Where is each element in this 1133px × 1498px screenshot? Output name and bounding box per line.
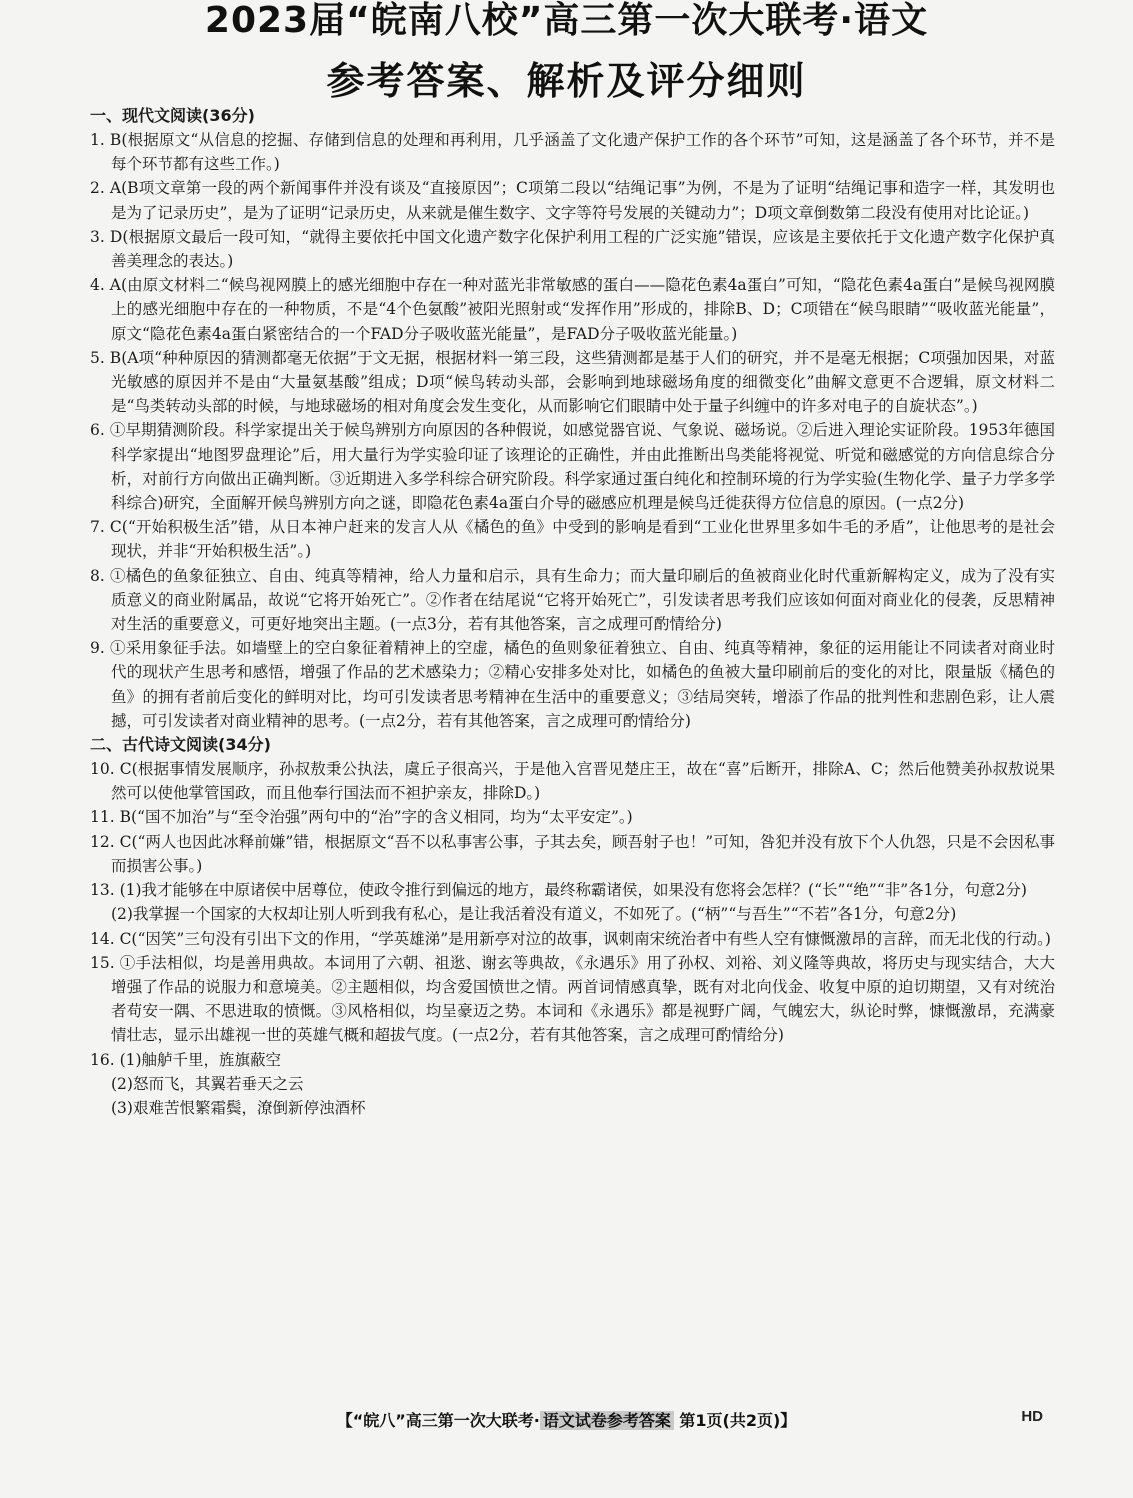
footer-left: 【“皖八”高三第一次大联考· <box>336 1411 540 1430</box>
footer-right: 第1页(共2页)】 <box>673 1411 797 1430</box>
footer-highlight: 语文试卷参考答案 <box>540 1411 674 1430</box>
section-heading-modern: 一、现代文阅读(36分) <box>90 106 255 125</box>
answer-item: 16. (1)舳舻千里，旌旗蔽空 <box>90 1050 282 1069</box>
answer-sub-item: (2)我掌握一个国家的大权却让别人听到我有私心，是让我活着没有道义，不如死了。(“柄”“与吾生”“不若”各1分，句意2分) <box>111 905 957 924</box>
answer-item: 3. D(根据原文最后一段可知，“就得主要依托中国文化遗产数字化保护利用工程的广泛实施”错误，应该是主要依托于文化遗产数字化保护真善美理念的表达。) <box>90 227 1055 271</box>
answer-content <box>90 104 1055 1120</box>
answer-item: 9. ①采用象征手法。如墙壁上的空白象征着精神上的空虚，橘色的鱼则象征着独立、自由、纯真等精神，象征的运用能让不同读者对商业时代的现状产生思考和感悟，增强了作品的艺术感染力；②精心安排多处对比，如橘色的鱼被大量印刷前后的变化的对比，限量版《橘色的鱼》的拥有者前后变化的鲜明对比，均可引发读者思考精神在生活中的重要意义；③结局突转，增添了作品的批判性和悲剧色彩，让人震撼，可引发读者对商业精神的思考。(一点2分，若有其他答案，言之成理可酌情给分) <box>90 639 1055 730</box>
answer-item: 12. C(“两人也因此冰释前嫌”错，根据原文“吾不以私事害公事，子其去矣，顾吾射子也！”可知，咎犯并没有放下个人仇怨，只是不会因私事而损害公事。) <box>90 832 1055 875</box>
footer-code: HD <box>1021 1408 1043 1425</box>
answer-sub-item: (3)艰难苦恨繁霜鬓，潦倒新停浊酒杯 <box>111 1098 366 1117</box>
answer-item: 6. ①早期猜测阶段。科学家提出关于候鸟辨别方向原因的各种假说，如感觉器官说、气象说、磁场说。②后进入理论实证阶段。1953年德国科学家提出“地图罗盘理论”后，用大量行为学实验印证了该理论的正确性，并由此推断出鸟类能将视觉、听觉和磁感觉的方向信息综合分析，对前行方向做出正确判断。③近期进入多学科综合研究阶段。科学家通过蛋白纯化和控制环境的行为学实验(生物化学、量子力学多学科综合)研究，全面解开候鸟辨别方向之谜，即隐花色素4a蛋白介导的磁感应机理是候鸟迁徙获得方位信息的原因。(一点2分) <box>90 421 1055 513</box>
answer-item: 7. C(“开始积极生活”错，从日本神户赶来的发言人从《橘色的鱼》中受到的影响是看到“工业化世界里多如牛毛的矛盾”，让他思考的是社会现状，并非“开始积极生活”。) <box>90 518 1055 561</box>
page-title: 2023届“皖南八校”高三第一次大联考·语文 <box>204 0 929 41</box>
answer-item: 14. C(“因笑”三句没有引出下文的作用，“学英雄涕”是用新亭对泣的故事，讽刺南宋统治者中有些人空有慷慨激昂的言辞，而无北伐的行动。) <box>90 929 1051 948</box>
answer-item: 2. A(B项文章第一段的两个新闻事件并没有谈及“直接原因”；C项第二段以“结绳记事”为例，不是为了证明“结绳记事和造字一样，其发明也是为了记录历史”，是为了证明“记录历史，从来就是催生数字、文字等符号发展的关键动力”；D项文章倒数第二段没有使用对比论证。) <box>90 179 1055 222</box>
answer-item: 5. B(A项“种种原因的猜测都毫无依据”于文无据，根据材料一第三段，这些猜测都是基于人们的研究，并不是毫无根据；C项强加因果，对蓝光敏感的原因并不是由“大量氨基酸”组成；D项“候鸟转动头部，会影响到地球磁场角度的细微变化”曲解文意更不合逻辑，原文材料二是“鸟类转动头部的时候，与地球磁场的相对角度会发生变化，从而影响它们眼睛中处于量子纠缠中的许多对电子的自旋状态”。) <box>90 348 1055 416</box>
answer-sub-item: (2)怒而飞，其翼若垂天之云 <box>111 1074 304 1093</box>
answer-item: 15. ①手法相似，均是善用典故。本词用了六朝、祖逖、谢玄等典故，《永遇乐》用了孙权、刘裕、刘义隆等典故，将历史与现实结合，大大增强了作品的说服力和意境美。②主题相似，均含爱国愤世之情。两首词情感真挚，既有对北向伐金、收复中原的迫切期望，又有对统治者苟安一隅、不思进取的愤慨。③风格相似，均呈豪迈之势。本词和《永遇乐》都是视野广阔，气魄宏大，纵论时弊，慷慨激昂，充满豪情壮志，显示出雄视一世的英雄气概和超拔气度。(一点2分，若有其他答案，言之成理可酌情给分) <box>90 953 1055 1045</box>
answer-item: 1. B(根据原文“从信息的挖掘、存储到信息的处理和再利用，几乎涵盖了文化遗产保护工作的各个环节”可知，这是涵盖了各个环节，并不是每个环节都有这些工作。) <box>90 131 1055 174</box>
answer-item: 8. ①橘色的鱼象征独立、自由、纯真等精神，给人力量和启示，具有生命力；而大量印刷后的鱼被商业化时代重新解构定义，成为了没有实质意义的商业附属品，故说“它将开始死亡”。②作者在结尾说“它将开始死亡”，引发读者思考我们应该如何面对商业化的侵袭，反思精神对生活的重要意义，可更好地突出主题。(一点3分，若有其他答案，言之成理可酌情给分) <box>90 566 1055 634</box>
answer-item: 13. (1)我才能够在中原诸侯中居尊位，使政令推行到偏远的地方，最终称霸诸侯，如果没有您将会怎样？(“长”“绝”“非”各1分，句意2分) <box>90 881 1027 900</box>
answer-item: 4. A(由原文材料二“候鸟视网膜上的感光细胞中存在一种对蓝光非常敏感的蛋白——隐花色素4a蛋白”可知，“隐花色素4a蛋白”是候鸟视网膜上的感光细胞中存在的一种物质，不是“4个色氨酸”被阳光照射或“发挥作用”形成的，排除B、D；C项错在“候鸟眼睛”“吸收蓝光能量”，原文“隐花色素4a蛋白紧密结合的一个FAD分子吸收蓝光能量”，是FAD分子吸收蓝光能量。) <box>90 276 1055 343</box>
page-footer <box>0 1408 1133 1431</box>
page-subtitle: 参考答案、解析及评分细则 <box>326 59 807 103</box>
answer-item: 10. C(根据事情发展顺序，孙叔敖秉公执法，虞丘子很高兴，于是他入宫晋见楚庄王，故在“喜”后断开，排除A、C；然后他赞美孙叔敖说果然可以使他掌管国政，而且他奉行国法而不袒护亲友，排除D。) <box>90 760 1055 803</box>
answer-item: 11. B(“国不加治”与“至令治强”两句中的“治”字的含义相同，均为“太平安定”。) <box>90 808 633 827</box>
section-heading-classical: 二、古代诗文阅读(34分) <box>90 735 271 755</box>
